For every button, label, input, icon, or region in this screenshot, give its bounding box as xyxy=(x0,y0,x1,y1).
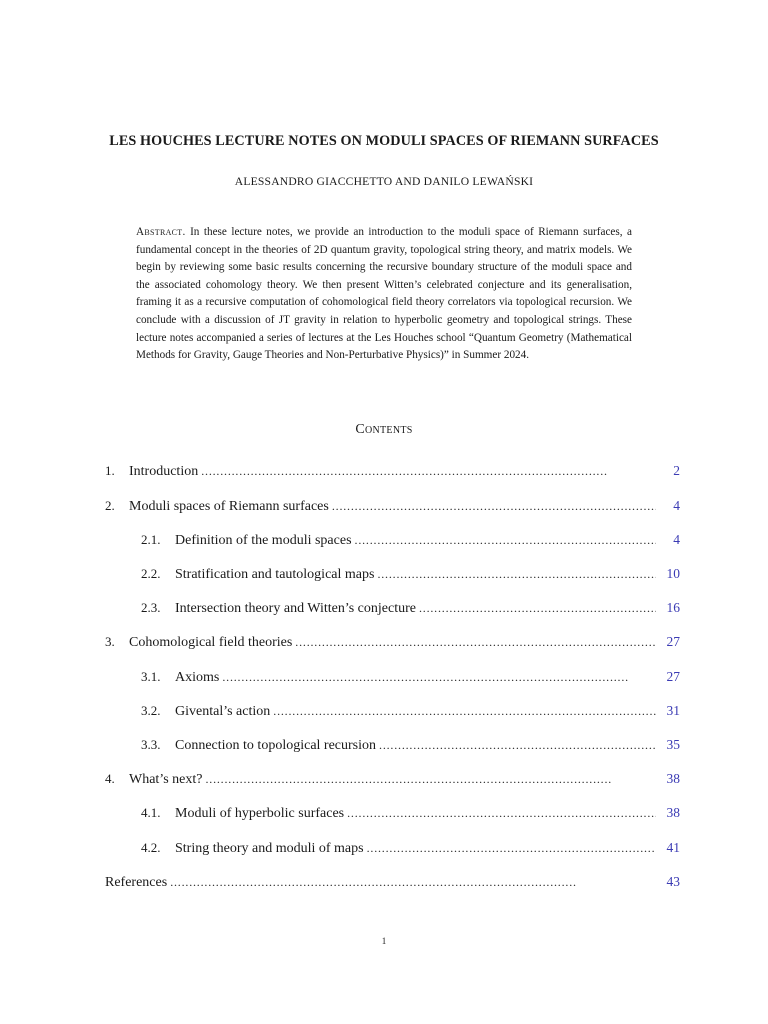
toc-entry-topological-recursion[interactable] xyxy=(141,737,680,757)
toc-entry-hyperbolic-surfaces[interactable] xyxy=(141,805,680,825)
toc-leader-dots xyxy=(170,875,656,890)
toc-entry-number: 2.2. xyxy=(141,566,161,581)
toc-entry-number: 1. xyxy=(105,463,115,478)
toc-entry-page-link[interactable]: 16 xyxy=(666,600,680,615)
toc-entry-number: 3.3. xyxy=(141,737,161,752)
toc-entry-giventals-action[interactable] xyxy=(141,703,680,723)
toc-leader-dots xyxy=(332,499,656,514)
toc-entry-number: 3.1. xyxy=(141,669,161,684)
toc-entry-title: Stratification and tautological maps xyxy=(175,567,375,582)
toc-entry-number: 2. xyxy=(105,498,115,513)
toc-leader-dots xyxy=(367,841,656,856)
toc-leader-dots xyxy=(205,772,656,787)
toc-entry-number: 3. xyxy=(105,634,115,649)
abstract-text: In these lecture notes, we provide an introduction to the moduli space of Riemann surfaces, a fundamental concept in the theories of 2D quantum gravity, topological string theory, and matrix models. We begin by reviewing some basic results concerning the recursive boundary structure of the moduli space and the associated cohomology theory. We then present Witten’s celebrated conjecture and its generalisation, framing it as a recursive computation of cohomological field theory correlators via topological recursion. We conclude with a discussion of JT gravity in relation to hyperbolic geometry and topological strings. These lecture notes accompanied a series of lectures at the Les Houches school “Quantum Geometry (Mathematical Methods for Gravity, Gauge Theories and Non-Perturbative Physics)” in Summer 2024. xyxy=(136,226,632,362)
toc-entry-number: 2.3. xyxy=(141,600,161,615)
toc-entry-page-link[interactable]: 43 xyxy=(666,874,680,889)
toc-entry-page-link[interactable]: 38 xyxy=(666,805,680,820)
toc-leader-dots xyxy=(201,464,656,479)
toc-entry-title: Definition of the moduli spaces xyxy=(175,533,352,548)
toc-entry-page-link[interactable]: 35 xyxy=(666,737,680,752)
toc-entry-string-theory[interactable] xyxy=(141,840,680,860)
toc-entry-page-link[interactable]: 4 xyxy=(673,532,680,547)
toc-entry-definition[interactable] xyxy=(141,532,680,552)
toc-entry-page-link[interactable]: 27 xyxy=(666,669,680,684)
toc-entry-title: Introduction xyxy=(129,464,199,479)
toc-entry-number: 2.1. xyxy=(141,532,161,547)
toc-entry-page-link[interactable]: 27 xyxy=(666,634,680,649)
toc-leader-dots xyxy=(295,635,656,650)
toc-entry-title: References xyxy=(105,875,168,890)
toc-entry-title: What’s next? xyxy=(129,772,203,787)
toc-entry-page-link[interactable]: 4 xyxy=(673,498,680,513)
toc-entry-title: Moduli spaces of Riemann surfaces xyxy=(129,499,329,514)
toc-entry-title: Axioms xyxy=(175,670,220,685)
toc-entry-page-link[interactable]: 41 xyxy=(666,840,680,855)
toc-leader-dots xyxy=(379,738,656,753)
toc-entry-title: Givental’s action xyxy=(175,704,271,719)
toc-entry-stratification[interactable] xyxy=(141,566,680,586)
toc-leader-dots xyxy=(222,670,656,685)
toc-entry-moduli-spaces[interactable] xyxy=(105,498,680,518)
contents-heading: Contents xyxy=(355,422,413,437)
toc-entry-page-link[interactable]: 10 xyxy=(666,566,680,581)
toc-entry-number: 3.2. xyxy=(141,703,161,718)
toc-leader-dots xyxy=(419,601,656,616)
toc-entry-title: String theory and moduli of maps xyxy=(175,841,364,856)
toc-entry-page-link[interactable]: 31 xyxy=(666,703,680,718)
toc-entry-number: 4.2. xyxy=(141,840,161,855)
toc-entry-title: Intersection theory and Witten’s conjecture xyxy=(175,601,416,616)
toc-leader-dots xyxy=(377,567,656,582)
toc-entry-axioms[interactable] xyxy=(141,669,680,689)
toc-entry-whats-next[interactable] xyxy=(105,771,680,791)
toc-entry-cohomological-field-theories[interactable] xyxy=(105,634,680,654)
toc-entry-page-link[interactable]: 38 xyxy=(666,771,680,786)
toc-entry-references[interactable] xyxy=(105,874,680,894)
toc-leader-dots xyxy=(273,704,656,719)
toc-entry-number: 4.1. xyxy=(141,805,161,820)
toc-entry-title: Connection to topological recursion xyxy=(175,738,377,753)
paper-authors: ALESSANDRO GIACCHETTO AND DANILO LEWAŃSKI xyxy=(234,175,534,188)
toc-entry-title: Cohomological field theories xyxy=(129,635,293,650)
toc-entry-title: Moduli of hyperbolic surfaces xyxy=(175,806,345,821)
toc-entry-intersection-theory[interactable] xyxy=(141,600,680,620)
paper-title: LES HOUCHES LECTURE NOTES ON MODULI SPACES OF RIEMANN SURFACES xyxy=(109,133,659,149)
toc-entry-page-link[interactable]: 2 xyxy=(673,463,680,478)
abstract-heading: Abstract. xyxy=(136,226,186,238)
page-number: 1 xyxy=(381,936,387,946)
toc-leader-dots xyxy=(347,806,656,821)
toc-entry-number: 4. xyxy=(105,771,115,786)
toc-entry-introduction[interactable] xyxy=(105,463,680,483)
toc-leader-dots xyxy=(355,533,656,548)
